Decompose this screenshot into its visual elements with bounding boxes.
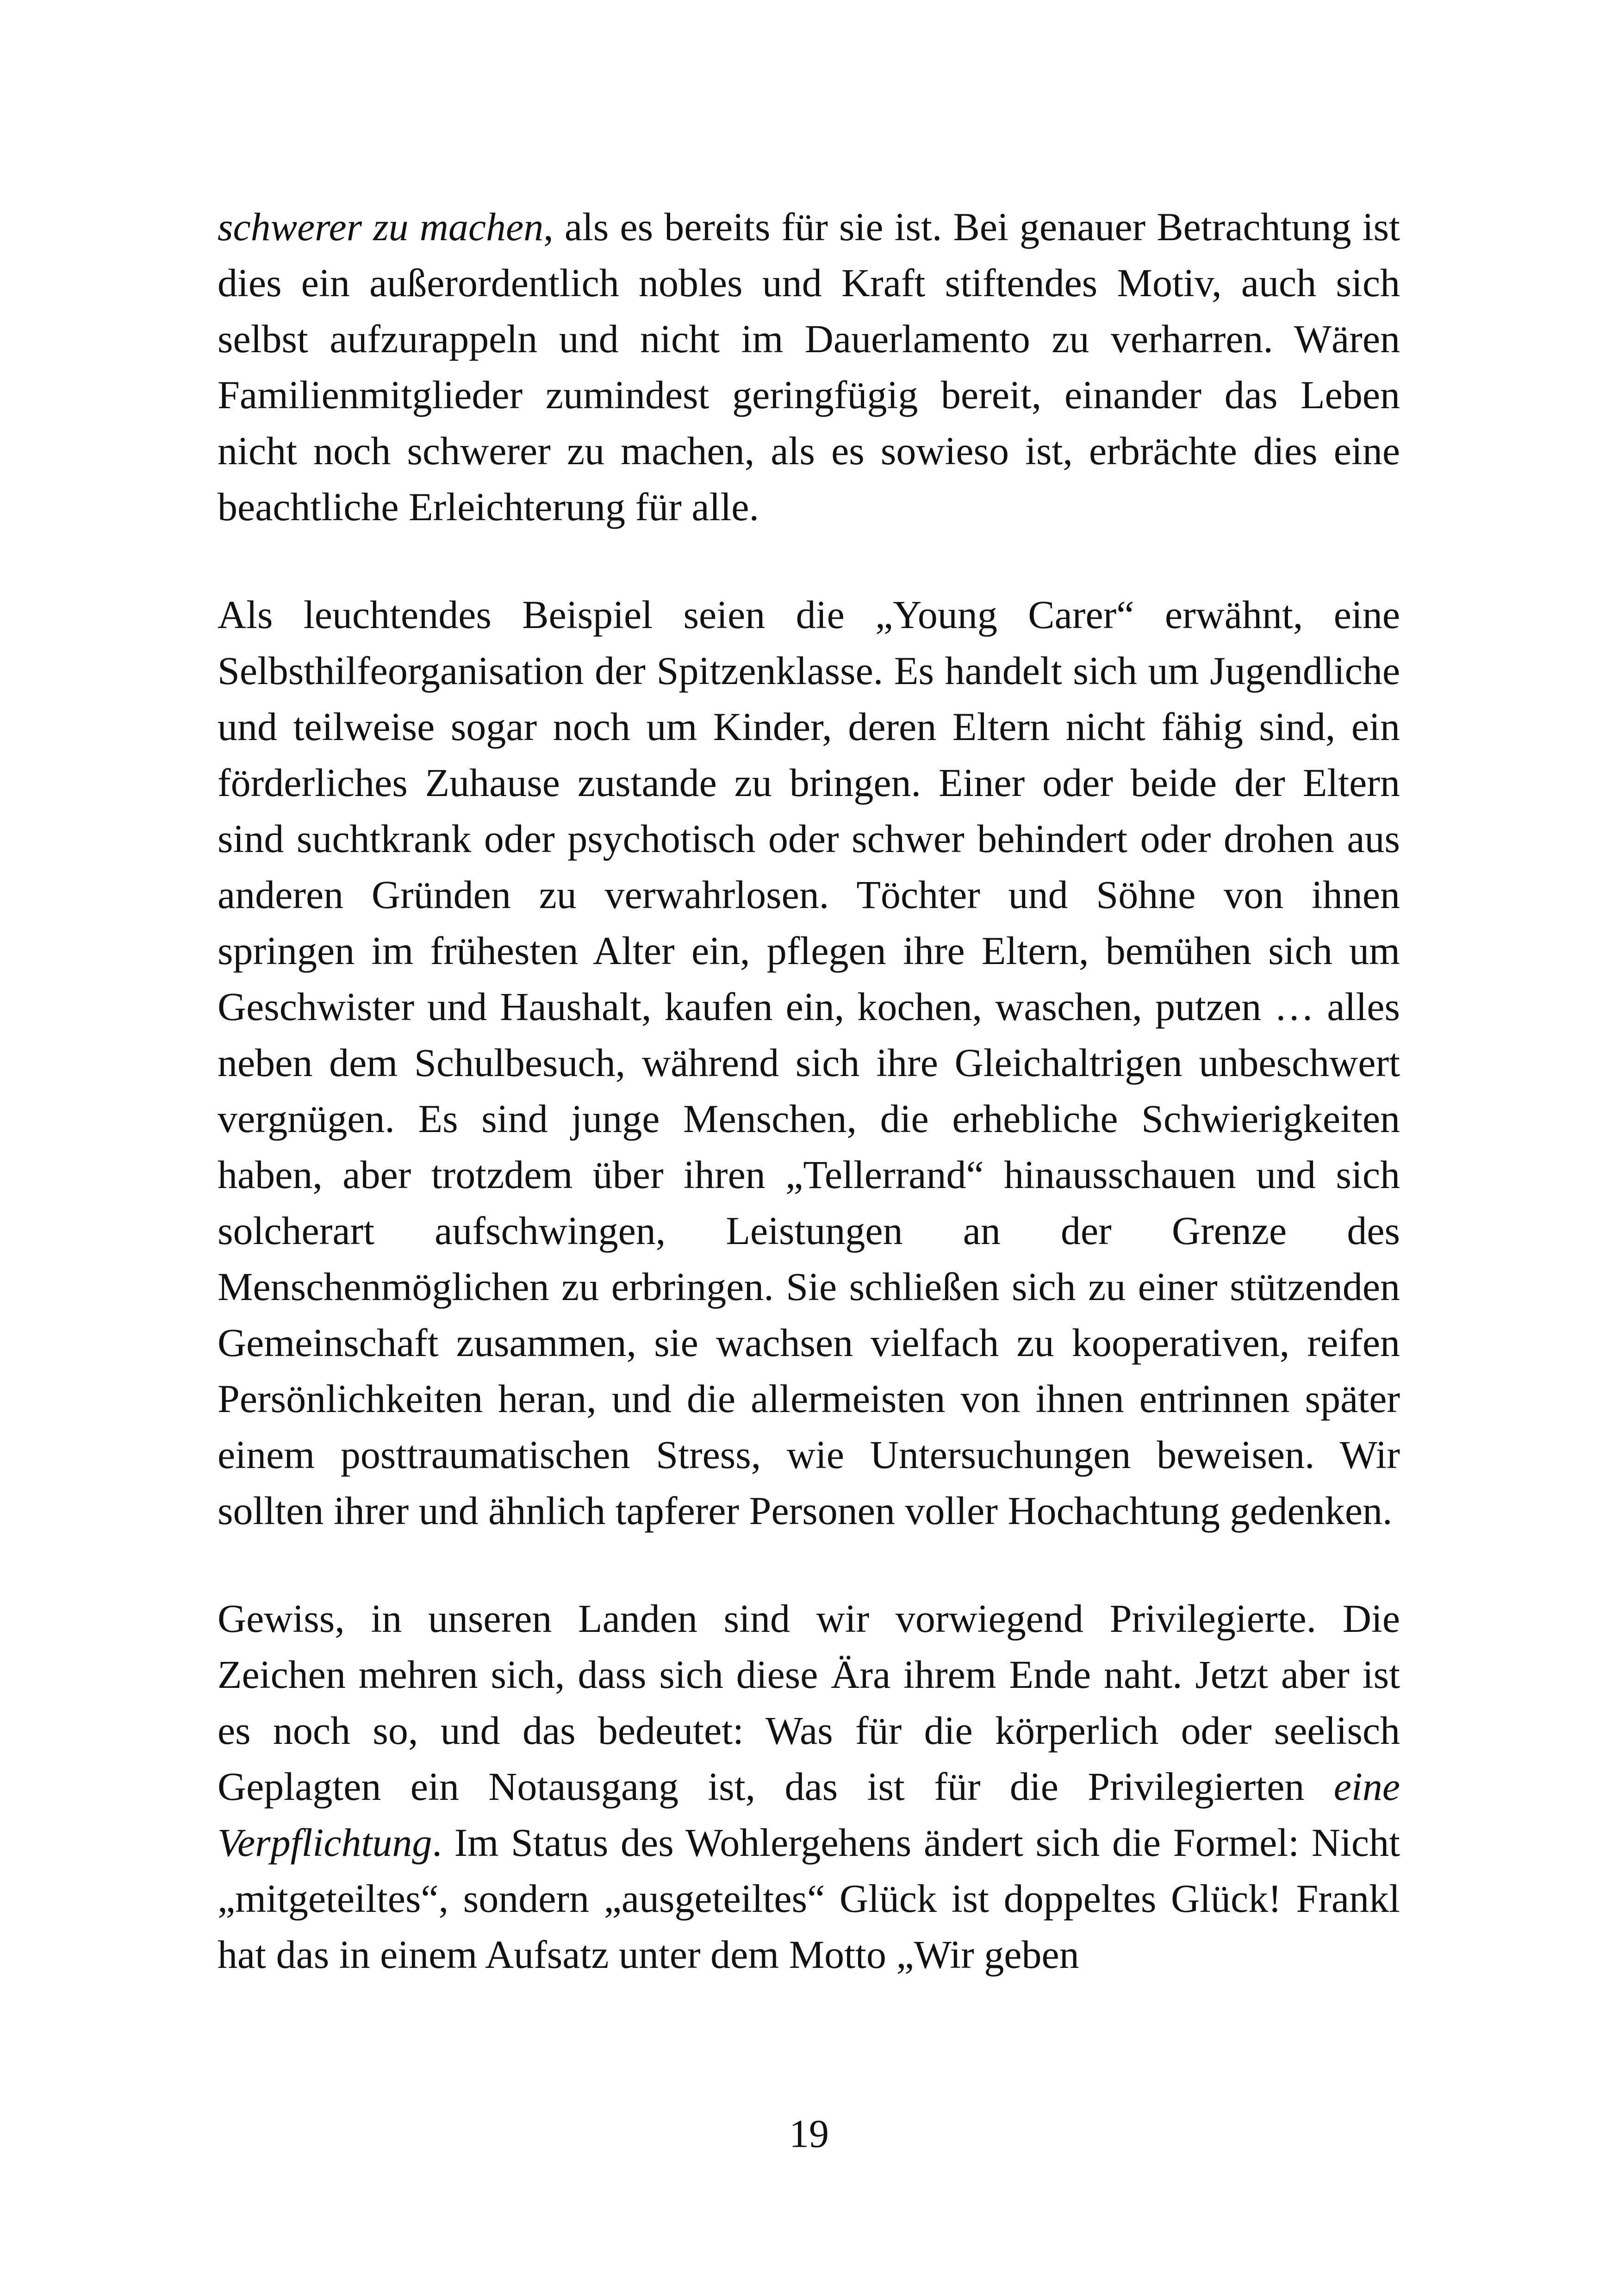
page-number: 19 — [789, 2111, 829, 2156]
italic-phrase: schwerer zu machen — [218, 205, 544, 249]
italic-phrase: eine Verpflichtung — [218, 1764, 1400, 1865]
paragraph-3 — [218, 1591, 1400, 1983]
paragraph-text: . Im Status des Wohlergehens ändert sich die Formel: Nicht „mitgeteiltes“, sondern „ausgeteiltes“ Glück ist doppeltes Glück! Frankl hat das in einem Aufsatz unter dem Motto „Wir geben — [218, 1820, 1400, 1977]
paragraph-1 — [218, 199, 1400, 535]
paragraph-text: , als es bereits für sie ist. Bei genauer Betrachtung ist dies ein außerordentlich nobles und Kraft stiftendes Motiv, auch sich selbst aufzurappeln und nicht im Dauerlamento zu verharren. Wären Familienmitglieder zumindest geringfügig bereit, einander das Leben nicht noch schwerer zu machen, als es sowieso ist, erbrächte dies eine beachtliche Erleichterung für alle. — [218, 205, 1400, 529]
paragraph-text: Als leuchtendes Beispiel seien die „Young Carer“ erwähnt, eine Selbsthilfeorganisation der Spitzenklasse. Es handelt sich um Jugendliche und teilweise sogar noch um Kinder, deren Eltern nicht fähig sind, ein förderliches Zuhause zustande zu bringen. Einer oder beide der Eltern sind suchtkrank oder psychotisch oder schwer behindert oder drohen aus anderen Gründen zu verwahrlosen. Töchter und Söhne von ihnen springen im frühesten Alter ein, pflegen ihre Eltern, bemühen sich um Geschwister und Haushalt, kaufen ein, kochen, waschen, putzen … alles neben dem Schulbesuch, während sich ihre Gleichaltrigen unbeschwert vergnügen. Es sind junge Menschen, die erhebliche Schwierigkeiten haben, aber trotzdem über ihren „Tellerrand“ hinausschauen und sich solcherart aufschwingen, Leistungen an der Grenze des Menschenmöglichen zu erbringen. Sie schließen sich zu einer stützenden Gemeinschaft zusammen, sie wachsen vielfach zu kooperativen, reifen Persönlichkeiten heran, und die allermeisten von ihnen entrinnen später einem posttraumatischen Stress, wie Untersuchungen beweisen. Wir sollten ihrer und ähnlich tapferer Personen voller Hochachtung gedenken. — [218, 592, 1400, 1533]
paragraph-2 — [218, 587, 1400, 1539]
body-text — [218, 199, 1400, 1983]
paragraph-text: Gewiss, in unseren Landen sind wir vorwiegend Privilegierte. Die Zeichen mehren sich, dass sich diese Ära ihrem Ende naht. Jetzt aber ist es noch so, und das bedeutet: Was für die körperlich oder seelisch Geplagten ein Notausgang ist, das ist für die Privilegierten — [218, 1596, 1400, 1809]
